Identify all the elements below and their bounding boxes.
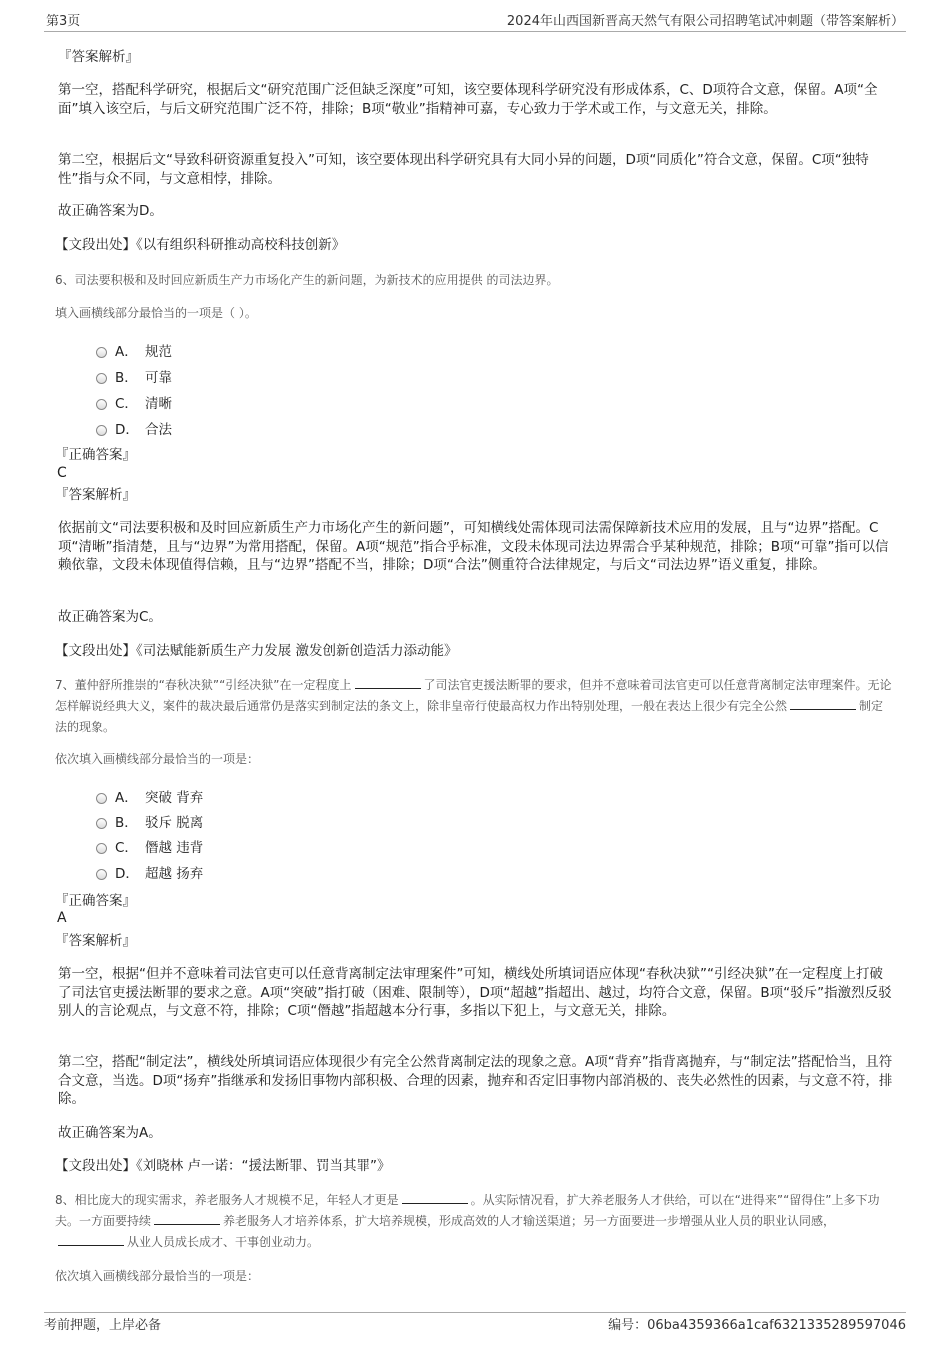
radio-icon[interactable] (96, 843, 107, 854)
blank (355, 676, 421, 689)
correct-answer: C (57, 465, 67, 481)
radio-icon[interactable] (96, 373, 107, 384)
stem-text: 。从实际情况看，扩大养老服务人才供给，可以在“进得来”“留得住”上多下功夫。一方面要持续 (55, 1193, 880, 1228)
option-a[interactable] (96, 340, 172, 360)
analysis-label: 『答案解析』 (58, 49, 139, 65)
stem-text: 8、相比庞大的现实需求，养老服务人才规模不足，年轻人才更是 (55, 1193, 399, 1207)
blank (58, 1233, 124, 1246)
source: 【文段出处】《以有组织科研推动高校科技创新》 (55, 237, 346, 253)
radio-icon[interactable] (96, 869, 107, 880)
option-key: D． (115, 422, 139, 438)
option-key: A． (115, 344, 138, 360)
correct-answer-label: 『正确答案』 (55, 447, 136, 463)
radio-icon[interactable] (96, 347, 107, 358)
conclusion: 故正确答案为A。 (58, 1125, 162, 1141)
blank (402, 1191, 468, 1204)
radio-icon[interactable] (96, 399, 107, 410)
option-key: A． (115, 790, 138, 806)
option-b[interactable] (96, 366, 172, 386)
conclusion: 故正确答案为C。 (58, 609, 162, 625)
option-text: 驳斥 脱离 (145, 815, 204, 831)
document-id: 编号：06ba4359366a1caf6321335289597046 (608, 1318, 906, 1333)
source: 【文段出处】《刘晓林 卢一诺：“援法断罪、罚当其罪”》 (55, 1158, 391, 1174)
option-b[interactable] (96, 811, 203, 831)
option-text: 规范 (145, 344, 172, 360)
blank (790, 697, 856, 710)
page-number: 第3页 (46, 14, 81, 29)
option-text: 可靠 (145, 370, 172, 386)
radio-icon[interactable] (96, 793, 107, 804)
stem-text: 了司法官吏援法断罪的要求，但并不意味着司法官吏可以任意背离制定法审理案件。无论怎样解说经典大义，案件的裁决最后通常仍是落实到制定法的条文上，除非皇帝行使最高权力作出特别处理，一般在表达上很少有完全公然 (55, 678, 892, 713)
option-key: D． (115, 866, 139, 882)
option-d[interactable] (96, 418, 172, 438)
conclusion: 故正确答案为D。 (58, 203, 163, 219)
document-title: 2024年山西国新晋高天然气有限公司招聘笔试冲刺题（带答案解析） (506, 14, 904, 29)
radio-icon[interactable] (96, 425, 107, 436)
option-text: 合法 (145, 422, 172, 438)
blank (154, 1212, 220, 1225)
analysis-paragraph: 第一空，搭配科学研究，根据后文“研究范围广泛但缺乏深度”可知，该空要体现科学研究没有形成体系，C、D项符合文意，保留。A项“全面”填入该空后，与后文研究范围广泛不符，排除；B项“敬业”指精神可嘉，专心致力于学术或工作，与文意无关，排除。 (58, 82, 878, 117)
option-text: 突破 背弃 (145, 790, 204, 806)
correct-answer-label: 『正确答案』 (55, 893, 136, 909)
question-stem: 6、司法要积极和及时回应新质生产力市场化产生的新问题，为新技术的应用提供 的司法边界。 (55, 273, 559, 287)
question-stem (55, 675, 895, 738)
analysis-label: 『答案解析』 (55, 487, 136, 503)
option-key: B． (115, 815, 138, 831)
option-c[interactable] (96, 392, 172, 412)
question-prompt: 依次填入画横线部分最恰当的一项是： (55, 752, 260, 766)
option-key: C． (115, 840, 138, 856)
stem-text: 养老服务人才培养体系，扩大培养规模，形成高效的人才输送渠道；另一方面要进一步增强从业人员的职业认同感， (223, 1214, 836, 1228)
stem-text: 从业人员成长成才、干事创业动力。 (127, 1235, 320, 1249)
correct-answer: A (57, 910, 67, 926)
analysis-label: 『答案解析』 (55, 933, 136, 949)
analysis-paragraph: 第一空，根据“但并不意味着司法官吏可以任意背离制定法审理案件”可知，横线处所填词语应体现“春秋决狱”“引经决狱”在一定程度上打破了司法官吏援法断罪的要求之意。A项“突破”指打破（困难、限制等），D项“超越”指超出、越过，均符合文意，保留。B项“驳斥”指激烈反驳别人的言论观点，与文意不符，排除；C项“僭越”指超越本分行事，多指以下犯上，与文意无关，排除。 (58, 966, 892, 1020)
option-a[interactable] (96, 786, 203, 806)
option-text: 超越 扬弃 (145, 866, 204, 882)
footer-slogan: 考前押题，上岸必备 (44, 1318, 162, 1333)
option-text: 僭越 违背 (145, 840, 204, 856)
stem-text: 7、董仲舒所推崇的“春秋决狱”“引经决狱”在一定程度上 (55, 678, 352, 692)
stem-text: 制定法的现象。 (55, 699, 884, 734)
option-d[interactable] (96, 862, 203, 882)
question-prompt: 填入画横线部分最恰当的一项是（ ）。 (55, 306, 257, 320)
source: 【文段出处】《司法赋能新质生产力发展 激发创新创造活力添动能》 (55, 643, 458, 659)
option-c[interactable] (96, 836, 203, 856)
header-divider (44, 31, 906, 32)
question-prompt: 依次填入画横线部分最恰当的一项是： (55, 1269, 260, 1283)
analysis-paragraph: 依据前文“司法要积极和及时回应新质生产力市场化产生的新问题”，可知横线处需体现司法需保障新技术应用的发展，且与“边界”搭配。C项“清晰”指清楚，且与“边界”为常用搭配，保留。A项“规范”指合乎标准，文段未体现司法边界需合乎某种规范，排除；B项“可靠”指可以信赖依靠，文段未体现值得信赖，且与“边界”搭配不当，排除；D项“合法”侧重符合法律规定，与后文“司法边界”语义重复，排除。 (58, 520, 889, 574)
option-key: B． (115, 370, 138, 386)
option-key: C． (115, 396, 138, 412)
option-text: 清晰 (145, 396, 172, 412)
analysis-paragraph: 第二空，搭配“制定法”，横线处所填词语应体现很少有完全公然背离制定法的现象之意。A项“背弃”指背离抛弃，与“制定法”搭配恰当，且符合文意，当选。D项“扬弃”指继承和发扬旧事物内部积极、合理的因素，抛弃和否定旧事物内部消极的、丧失必然性的因素，与文意不符，排除。 (58, 1054, 893, 1108)
analysis-paragraph: 第二空，根据后文“导致科研资源重复投入”可知，该空要体现出科学研究具有大同小异的问题，D项“同质化”符合文意，保留。C项“独特性”指与众不同，与文意相悖，排除。 (58, 152, 869, 187)
footer-divider (44, 1312, 906, 1313)
radio-icon[interactable] (96, 818, 107, 829)
question-stem (55, 1190, 895, 1253)
